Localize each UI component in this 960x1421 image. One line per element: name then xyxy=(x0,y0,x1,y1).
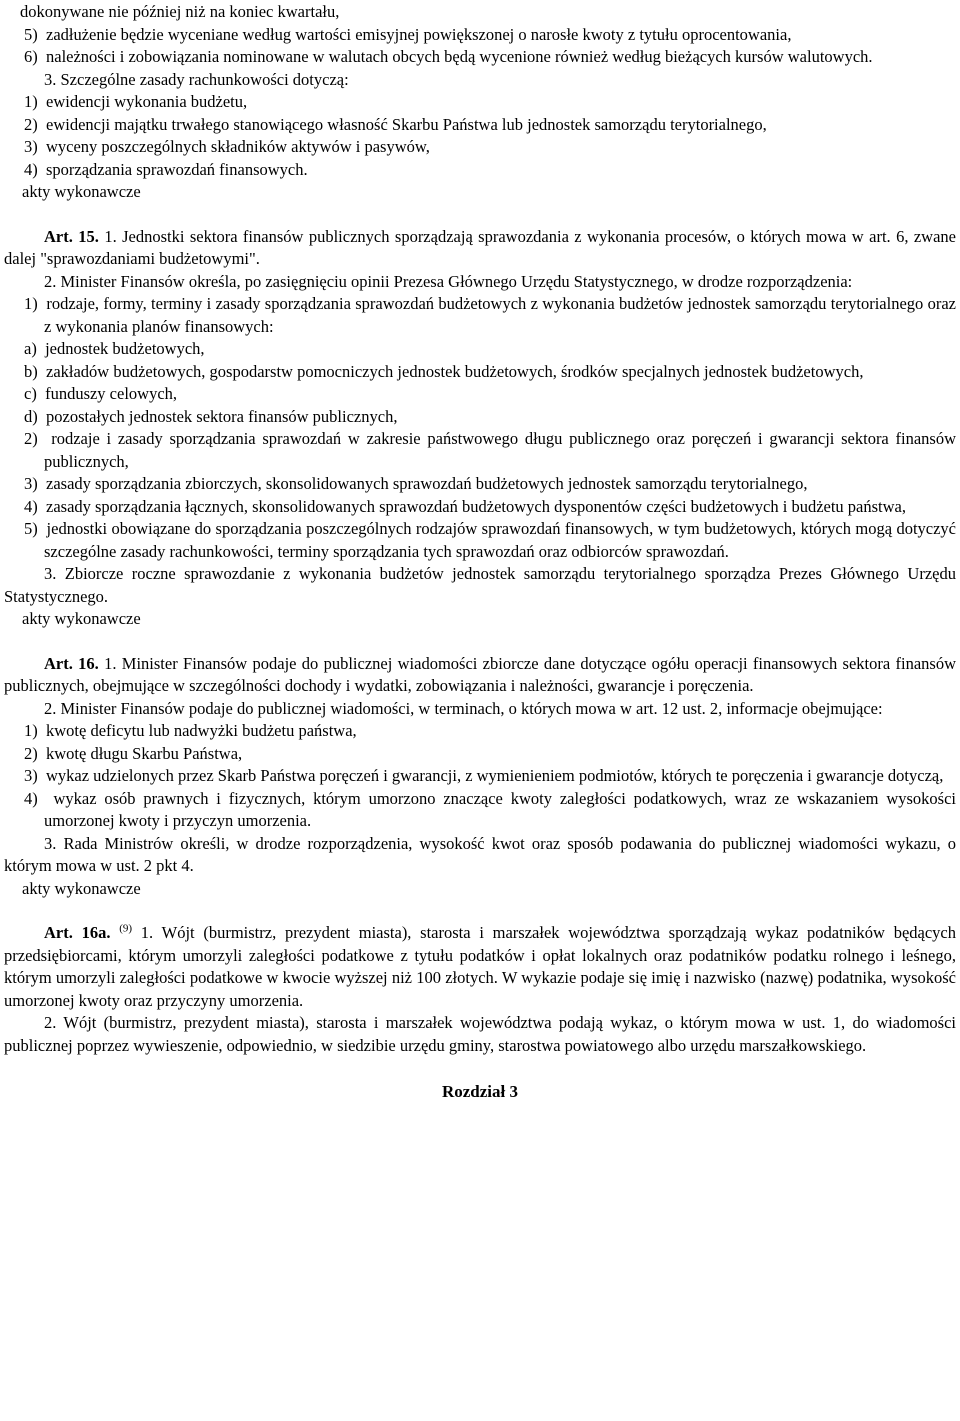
paragraph: 3. Szczególne zasady rachunkowości dotyczą: xyxy=(44,69,349,89)
list-item: 3) wyceny poszczególnych składników aktywów i pasywów, xyxy=(24,137,430,156)
list-item: 5) jednostki obowiązane do sporządzania poszczególnych rodzajów sprawozdań finansowych, w tym budżetowych, których mogą dotyczyć szczególne zasady rachunkowości, terminy sporządzania tych sprawozdań oraz odbiorców sprawozdań. xyxy=(24,519,956,561)
paragraph: 3. Rada Ministrów określi, w drodze rozporządzenia, wysokość kwot oraz sposób podawania do publicznej wiadomości wykazu, o którym mowa w ust. 2 pkt 4. xyxy=(4,833,956,875)
list-item: 6) należności i zobowiązania nominowane w walutach obcych będą wycenione również według bieżących kursów walutowych. xyxy=(24,47,873,66)
list-item: d) pozostałych jednostek sektora finansów publicznych, xyxy=(24,406,398,426)
list-item: 3) wykaz udzielonych przez Skarb Państwa poręczeń i gwarancji, z wymienieniem podmiotów, których te poręczenia i gwarancje dotyczą, xyxy=(24,766,944,785)
list-item: b) zakładów budżetowych, gospodarstw pomocniczych jednostek budżetowych, środków specjalnych jednostek budżetowych, xyxy=(24,361,864,381)
list-item: c) funduszy celowych, xyxy=(24,384,178,403)
article-text: 1. Minister Finansów podaje do publicznej wiadomości zbiorcze dane dotyczące ogółu operacji finansowych sektora finansów publicznych, obejmujące w szczególności dochody i wydatki, zobowiązania i należności, gwarancje i poręczenia. xyxy=(4,653,956,695)
article-text: 1. Jednostki sektora finansów publicznych sporządzają sprawozdania z wykonania procesów, o których mowa w art. 6, zwane dalej "sprawozdaniami budżetowymi". xyxy=(4,226,956,268)
list-item: a) jednostek budżetowych, xyxy=(24,339,205,358)
list-item: 1) kwotę deficytu lub nadwyżki budżetu państwa, xyxy=(24,721,357,740)
paragraph: 3. Zbiorcze roczne sprawozdanie z wykonania budżetów jednostek samorządu terytorialnego sporządza Prezes Głównego Urzędu Statystycznego. xyxy=(4,564,956,606)
paragraph: 2. Minister Finansów podaje do publicznej wiadomości, w terminach, o których mowa w art. 12 ust. 2, informacje obejmujące: xyxy=(44,698,883,718)
article-15 xyxy=(4,226,956,271)
article-heading: Art. 16. xyxy=(44,653,99,673)
document-page xyxy=(4,1,956,1104)
list-item: 3) zasady sporządzania zbiorczych, skonsolidowanych sprawozdań budżetowych jednostek samorządu terytorialnego, xyxy=(24,474,808,493)
executive-acts-link[interactable]: akty wykonawcze xyxy=(22,609,141,628)
list-item: 1) ewidencji wykonania budżetu, xyxy=(24,92,248,111)
list-item: 2) rodzaje i zasady sporządzania sprawozdań w zakresie państwowego długu publicznego oraz poręczeń i gwarancji sektora finansów publicznych, xyxy=(24,429,956,471)
footnote-ref[interactable]: (9) xyxy=(119,922,133,935)
chapter-heading: Rozdział 3 xyxy=(441,1082,519,1101)
paragraph: 2. Wójt (burmistrz, prezydent miasta), starosta i marszałek województwa podają wykaz, o którym mowa w ust. 1, do wiadomości publicznej poprzez wywieszenie, odpowiednio, w siedzibie urzędu gminy, starostwa powiatowego albo urzędu marszałkowskiego. xyxy=(4,1013,956,1055)
executive-acts-link[interactable]: akty wykonawcze xyxy=(22,182,141,201)
list-item: 4) zasady sporządzania łącznych, skonsolidowanych sprawozdań budżetowych dysponentów części budżetowych i budżetu państwa, xyxy=(24,496,907,516)
list-item: 1) rodzaje, formy, terminy i zasady sporządzania sprawozdań budżetowych z wykonania budżetów jednostek samorządu terytorialnego oraz z wykonania planów finansowych: xyxy=(24,294,956,336)
article-heading: Art. 15. xyxy=(44,226,99,246)
list-item: 2) kwotę długu Skarbu Państwa, xyxy=(24,743,243,763)
list-item: 5) zadłużenie będzie wyceniane według wartości emisyjnej powiększonej o narosłe kwoty z tytułu oprocentowania, xyxy=(24,24,792,44)
list-item: 2) ewidencji majątku trwałego stanowiącego własność Skarbu Państwa lub jednostek samorządu terytorialnego, xyxy=(24,114,767,134)
paragraph: 2. Minister Finansów określa, po zasięgnięciu opinii Prezesa Głównego Urzędu Statystycznego, w drodze rozporządzenia: xyxy=(44,271,853,291)
text-line: dokonywane nie później niż na koniec kwartału, xyxy=(20,2,340,21)
list-item: 4) sporządzania sprawozdań finansowych. xyxy=(24,159,308,179)
article-16a xyxy=(4,922,956,1012)
article-text: 1. Wójt (burmistrz, prezydent miasta), starosta i marszałek województwa sporządzają wykaz podatników będących przedsiębiorcami, którym umorzyli zaległości podatkowe z tytułu podatków i opłat lokalnych oraz podatników podatku rolnego i leśnego, którym umorzyli zaległości podatkowe w kwocie wyższej niż 100 złotych. W wykazie podaje się imię i nazwisko (nazwę) podatnika, wysokość umorzonej kwoty oraz przyczyny umorzenia. xyxy=(4,923,957,1010)
article-heading: Art. 16a. xyxy=(44,923,111,942)
executive-acts-link[interactable]: akty wykonawcze xyxy=(22,878,141,898)
article-16 xyxy=(4,653,956,698)
list-item: 4) wykaz osób prawnych i fizycznych, którym umorzono znaczące kwoty zaległości podatkowych, wraz ze wskazaniem wysokości umorzonej kwoty i przyczyn umorzenia. xyxy=(24,788,956,830)
